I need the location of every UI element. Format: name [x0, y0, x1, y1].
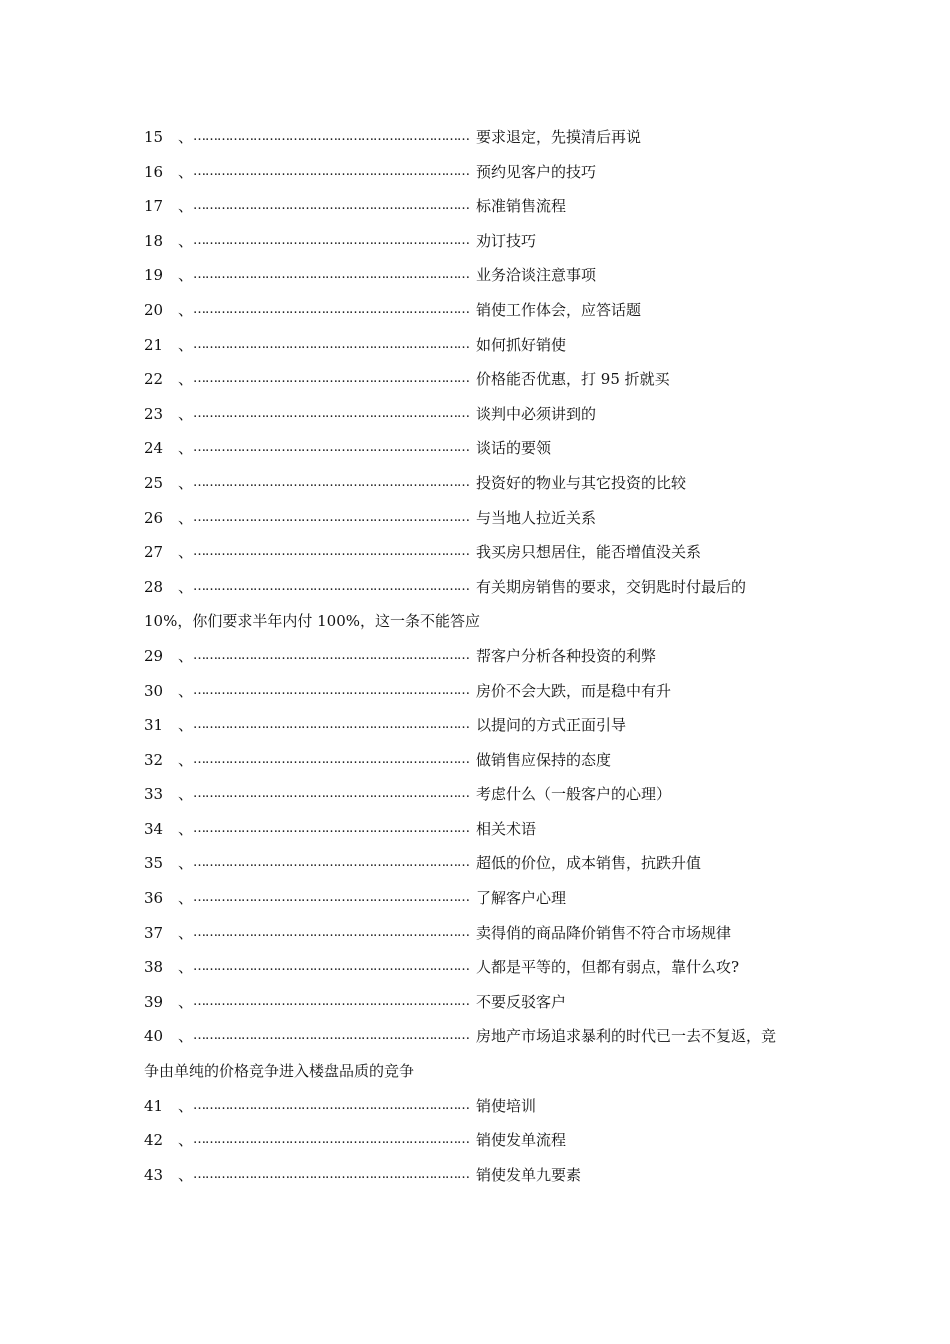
entry-number: 43 [144, 1165, 164, 1184]
dot-leader: …………………………………………………………… [193, 1097, 470, 1113]
dot-leader: …………………………………………………………… [193, 509, 470, 525]
dot-leader: …………………………………………………………… [193, 820, 470, 836]
entry-number: 30 [144, 681, 164, 700]
toc-entry [144, 916, 824, 951]
entry-separator: 、 [178, 300, 194, 319]
toc-entry [144, 985, 824, 1020]
dot-leader: …………………………………………………………… [193, 890, 470, 906]
entry-number: 16 [144, 162, 164, 181]
entry-title: 要求退定，先摸清后再说 [476, 128, 642, 146]
toc-entry [144, 846, 824, 881]
toc-entry [144, 743, 824, 778]
entry-number: 27 [144, 543, 164, 562]
entry-title-continuation: 10%，你们要求半年内付 100%，这一条不能答应 [144, 612, 480, 631]
entry-title: 与当地人拉近关系 [476, 508, 597, 527]
entry-title: 帮客户分析各种投资的利弊 [476, 646, 657, 665]
entry-title: 价格能否优惠，打 95 折就买 [476, 370, 670, 389]
entry-separator: 、 [178, 889, 194, 908]
dot-leader: …………………………………………………………… [193, 959, 470, 975]
dot-leader: …………………………………………………………… [193, 1028, 470, 1044]
entry-title: 做销售应保持的态度 [476, 750, 612, 769]
entry-number: 18 [144, 231, 164, 250]
entry-separator: 、 [178, 543, 194, 562]
dot-leader: …………………………………………………………… [193, 267, 470, 283]
dot-leader: …………………………………………………………… [193, 993, 470, 1009]
dot-leader: …………………………………………………………… [193, 1166, 470, 1182]
entry-number: 25 [144, 473, 164, 492]
toc-entry [144, 293, 824, 328]
toc-entry [144, 708, 824, 743]
entry-separator: 、 [178, 508, 194, 527]
entry-number: 31 [144, 716, 164, 735]
entry-separator: 、 [178, 197, 194, 216]
entry-number: 36 [144, 889, 164, 908]
toc-entry [144, 674, 824, 709]
dot-leader: …………………………………………………………… [193, 440, 470, 456]
entry-separator: 、 [178, 128, 194, 146]
entry-title: 考虑什么（一般客户的心理） [476, 785, 672, 804]
entry-title: 标准销售流程 [476, 197, 567, 216]
dot-leader: …………………………………………………………… [193, 751, 470, 767]
entry-number: 15 [144, 128, 164, 146]
entry-separator: 、 [178, 750, 194, 769]
toc-entry [144, 777, 824, 812]
entry-title: 房价不会大跌，而是稳中有升 [476, 681, 672, 700]
toc-entry [144, 189, 824, 224]
dot-leader: …………………………………………………………… [193, 855, 470, 871]
toc-entry [144, 120, 824, 155]
entry-title: 超低的价位，成本销售，抗跌升值 [476, 854, 702, 873]
entry-title: 销使培训 [476, 1096, 537, 1115]
dot-leader: …………………………………………………………… [193, 924, 470, 940]
entry-title: 有关期房销售的要求，交钥匙时付最后的 [476, 577, 747, 596]
entry-separator: 、 [178, 1027, 194, 1046]
toc-entry [144, 535, 824, 570]
entry-separator: 、 [178, 439, 194, 458]
toc-entry [144, 950, 824, 985]
toc-entry [144, 224, 824, 259]
entry-number: 21 [144, 335, 164, 354]
entry-separator: 、 [178, 923, 194, 942]
entry-separator: 、 [178, 785, 194, 804]
toc-entry [144, 1019, 824, 1054]
entry-separator: 、 [178, 992, 194, 1011]
toc-entry [144, 431, 824, 466]
entry-separator: 、 [178, 370, 194, 389]
entry-title: 了解客户心理 [476, 889, 567, 908]
entry-title: 预约见客户的技巧 [476, 162, 597, 181]
entry-title: 业务洽谈注意事项 [476, 266, 597, 285]
entry-number: 37 [144, 923, 164, 942]
entry-number: 39 [144, 992, 164, 1011]
entry-separator: 、 [178, 577, 194, 596]
dot-leader: …………………………………………………………… [193, 682, 470, 698]
entry-separator: 、 [178, 1165, 194, 1184]
dot-leader: …………………………………………………………… [193, 405, 470, 421]
entry-separator: 、 [178, 473, 194, 492]
dot-leader: …………………………………………………………… [193, 1132, 470, 1148]
dot-leader: …………………………………………………………… [193, 336, 470, 352]
entry-separator: 、 [178, 404, 194, 423]
toc-entry [144, 397, 824, 432]
entry-number: 34 [144, 819, 164, 838]
entry-title: 卖得俏的商品降价销售不符合市场规律 [476, 923, 732, 942]
toc-entry [144, 362, 824, 397]
entry-title: 劝订技巧 [476, 231, 537, 250]
entry-title: 销使发单九要素 [476, 1165, 582, 1184]
entry-number: 42 [144, 1131, 164, 1150]
dot-leader: …………………………………………………………… [193, 578, 470, 594]
entry-separator: 、 [178, 231, 194, 250]
entry-number: 19 [144, 266, 164, 285]
entry-separator: 、 [178, 335, 194, 354]
entry-number: 41 [144, 1096, 164, 1115]
entry-separator: 、 [178, 266, 194, 285]
entry-number: 24 [144, 439, 164, 458]
toc-entry [144, 328, 824, 363]
entry-separator: 、 [178, 681, 194, 700]
entry-number: 28 [144, 577, 164, 596]
entry-separator: 、 [178, 819, 194, 838]
dot-leader: …………………………………………………………… [193, 474, 470, 490]
dot-leader: …………………………………………………………… [193, 647, 470, 663]
entry-separator: 、 [178, 958, 194, 977]
toc-entry [144, 501, 824, 536]
entry-title: 谈话的要领 [476, 439, 552, 458]
entry-separator: 、 [178, 1131, 194, 1150]
entry-number: 33 [144, 785, 164, 804]
dot-leader: …………………………………………………………… [193, 129, 470, 144]
entry-separator: 、 [178, 1096, 194, 1115]
dot-leader: …………………………………………………………… [193, 371, 470, 387]
dot-leader: …………………………………………………………… [193, 544, 470, 560]
toc-entry [144, 570, 824, 605]
entry-number: 35 [144, 854, 164, 873]
entry-number: 23 [144, 404, 164, 423]
entry-title: 房地产市场追求暴利的时代已一去不复返，竞 [476, 1027, 777, 1046]
entry-title: 销使工作体会，应答话题 [476, 300, 642, 319]
dot-leader: …………………………………………………………… [193, 163, 470, 179]
dot-leader: …………………………………………………………… [193, 786, 470, 802]
entry-number: 40 [144, 1027, 164, 1046]
entry-number: 32 [144, 750, 164, 769]
table-of-contents [144, 120, 824, 1192]
entry-number: 17 [144, 197, 164, 216]
entry-title: 如何抓好销使 [476, 335, 567, 354]
toc-entry [144, 466, 824, 501]
dot-leader: …………………………………………………………… [193, 301, 470, 317]
toc-entry [144, 1123, 824, 1158]
entry-title: 以提问的方式正面引导 [476, 716, 627, 735]
toc-entry [144, 1158, 824, 1193]
entry-title: 谈判中必须讲到的 [476, 404, 597, 423]
entry-number: 26 [144, 508, 164, 527]
toc-entry [144, 1089, 824, 1124]
dot-leader: …………………………………………………………… [193, 717, 470, 733]
toc-entry [144, 155, 824, 190]
entry-separator: 、 [178, 646, 194, 665]
entry-number: 22 [144, 370, 164, 389]
toc-entry [144, 881, 824, 916]
dot-leader: …………………………………………………………… [193, 198, 470, 214]
entry-title: 不要反驳客户 [476, 992, 567, 1011]
entry-title: 人都是平等的，但都有弱点，靠什么攻? [476, 958, 740, 977]
entry-number: 20 [144, 300, 164, 319]
dot-leader: …………………………………………………………… [193, 232, 470, 248]
entry-separator: 、 [178, 162, 194, 181]
entry-separator: 、 [178, 716, 194, 735]
toc-entry [144, 812, 824, 847]
entry-title: 销使发单流程 [476, 1131, 567, 1150]
toc-entry [144, 258, 824, 293]
entry-title: 我买房只想居住，能否增值没关系 [476, 543, 702, 562]
entry-title: 相关术语 [476, 819, 537, 838]
toc-entry [144, 639, 824, 674]
entry-title: 投资好的物业与其它投资的比较 [476, 473, 687, 492]
entry-title-continuation: 争由单纯的价格竞争进入楼盘品质的竞争 [144, 1062, 415, 1081]
entry-number: 29 [144, 646, 164, 665]
entry-number: 38 [144, 958, 164, 977]
entry-separator: 、 [178, 854, 194, 873]
